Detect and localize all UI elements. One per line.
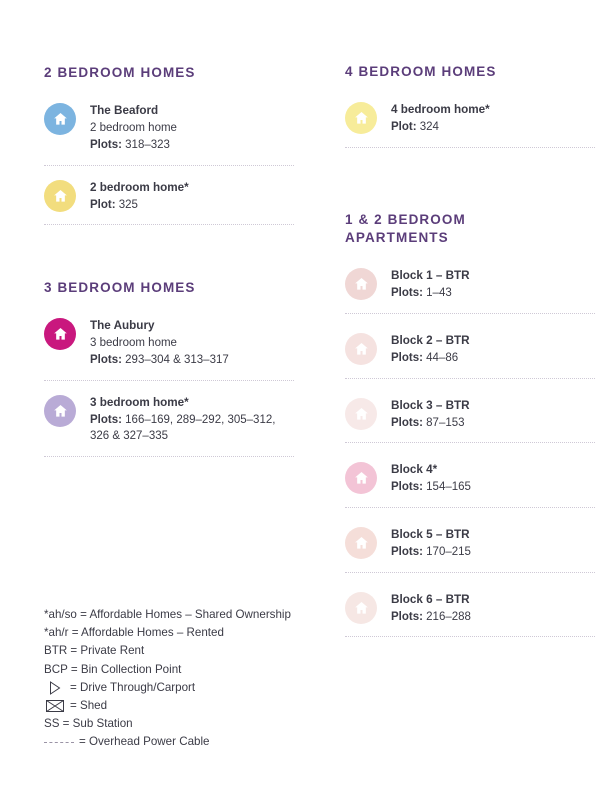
carport-triangle-icon [44,681,66,695]
plots-value: 324 [419,121,439,134]
plots-label: Plots: [90,413,122,426]
list-item-title: 4 bedroom home* [391,103,490,117]
legend-text: BCP = Bin Collection Point [44,662,182,676]
list-item[interactable] [345,332,595,379]
plots-label: Plots: [90,353,122,366]
legend [44,606,374,752]
legend-text: *ah/r = Affordable Homes – Rented [44,626,224,640]
home-icon [345,268,377,300]
power-cable-dashed-icon [44,742,74,743]
list-item[interactable] [345,267,595,314]
list-item-title: 3 bedroom home* [90,395,189,409]
legend-text: BTR = Private Rent [44,644,145,658]
home-icon [44,103,76,135]
section-one-two-bedroom-apartments [345,211,595,637]
home-icon [345,527,377,559]
legend-row [44,715,374,733]
plots-label: Plots: [391,610,423,623]
list-item-plots [90,137,294,154]
plots-label: Plots: [391,416,423,429]
plots-value: 154–165 [426,481,471,494]
home-icon [44,318,76,350]
list-item[interactable] [345,101,595,148]
list-item-plots [391,285,595,302]
legend-row [44,697,374,715]
plots-value: 1–43 [426,287,452,300]
plots-value: 166–169, 289–292, 305–312, 326 & 327–335 [90,413,276,443]
list-item-text [90,394,294,445]
plots-label: Plots: [391,481,423,494]
list-item-text [391,591,595,626]
list-item-title: Block 5 – BTR [391,528,470,541]
legend-row [44,624,374,642]
plots-label: Plot: [391,121,417,134]
section-four-bedroom-homes [345,63,595,148]
home-icon [44,395,76,427]
section-title: 2 BEDROOM HOMES [44,65,196,80]
list-item-plots [391,119,595,136]
legend-text: = Drive Through/Carport [70,680,196,694]
legend-text: SS = Sub Station [44,717,133,731]
plots-value: 318–323 [125,138,170,151]
legend-row [44,606,374,624]
list-item-text [90,179,294,214]
section-three-bedroom-homes [44,279,294,457]
plots-value: 325 [118,198,138,211]
home-icon [345,333,377,365]
list-item[interactable] [44,317,294,380]
legend-text: *ah/so = Affordable Homes – Shared Ownership [44,608,291,621]
legend-row [44,642,374,660]
section-two-bedroom-homes [44,64,294,225]
list-item-subtitle: 3 bedroom home [90,337,177,350]
list-item-text [391,101,595,136]
legend-text: = Shed [70,698,108,712]
list-item-text [391,461,595,496]
legend-row [44,679,374,697]
list-item-plots [391,479,595,496]
plots-label: Plot: [90,198,116,211]
list-item-text [90,317,294,368]
list-item[interactable] [44,179,294,226]
plots-value: 216–288 [426,610,471,623]
list-item[interactable] [44,394,294,457]
list-item-text [391,267,595,302]
list-item-title: Block 1 – BTR [391,269,470,283]
list-item-text [90,102,294,153]
list-item-plots [391,415,595,432]
plots-value: 293–304 & 313–317 [125,353,229,366]
list-item-plots [90,352,294,369]
list-item-title: The Aubury [90,319,155,333]
section-title: 1 & 2 BEDROOM APARTMENTS [345,212,466,246]
list-item-plots [90,197,294,214]
list-item[interactable] [345,461,595,508]
list-item-title: Block 2 – BTR [391,334,470,348]
legend-row [44,733,374,751]
home-icon [345,398,377,430]
list-item-title: Block 3 – BTR [391,398,470,412]
list-item-subtitle: 2 bedroom home [90,122,177,135]
list-item-title: Block 6 – BTR [391,592,470,606]
list-item-title: Block 4* [391,463,438,477]
list-item-plots [391,609,595,626]
plots-label: Plots: [391,545,423,558]
shed-icon [44,700,66,712]
list-item[interactable] [345,591,595,638]
list-item-plots [391,350,595,367]
home-icon [345,462,377,494]
list-item-text [391,332,595,367]
section-title: 3 BEDROOM HOMES [44,280,196,295]
list-item-plots [391,544,595,561]
plots-value: 44–86 [426,352,459,365]
section-title: 4 BEDROOM HOMES [345,64,497,79]
home-icon [44,180,76,212]
plots-label: Plots: [391,287,423,300]
list-item[interactable] [44,102,294,165]
list-item[interactable] [345,397,595,444]
list-item[interactable] [345,526,595,573]
list-item-plots [90,412,294,445]
legend-text: = Overhead Power Cable [79,735,210,749]
list-item-title: The Beaford [90,104,159,118]
home-icon [345,102,377,134]
plots-value: 87–153 [426,416,465,429]
list-item-text [391,526,595,561]
plots-value: 170–215 [426,545,471,558]
legend-row [44,661,374,679]
list-item-text [391,397,595,432]
plots-label: Plots: [391,352,423,365]
list-item-title: 2 bedroom home* [90,180,189,194]
plots-label: Plots: [90,138,122,151]
